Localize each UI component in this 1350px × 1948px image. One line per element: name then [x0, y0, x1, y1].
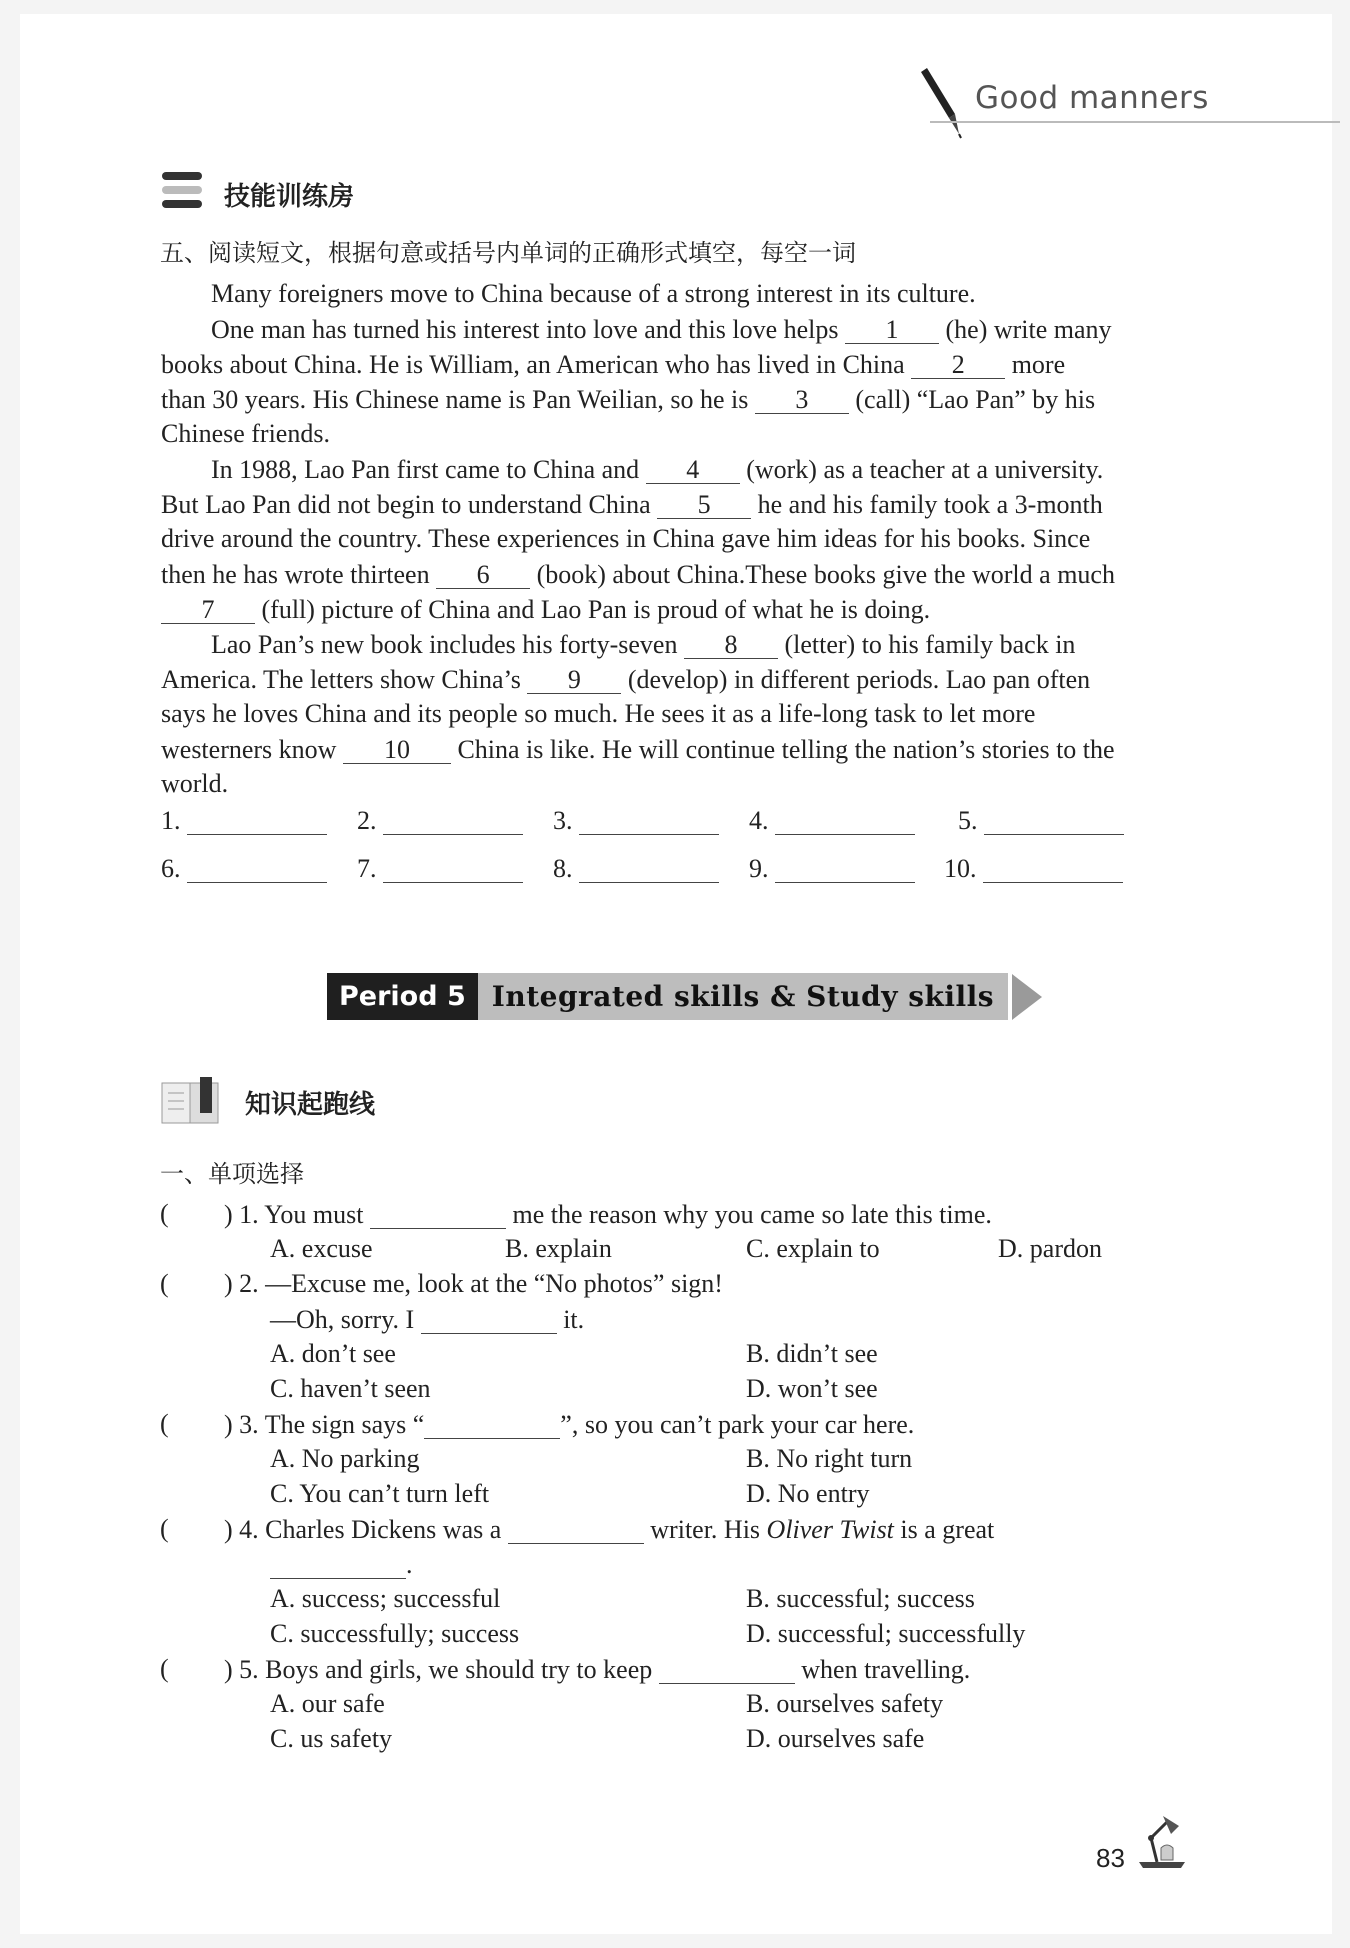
- option-c[interactable]: C. explain to: [746, 1234, 880, 1263]
- exercise-instruction: 五、阅读短文，根据句意或括号内单词的正确形式填空，每空一词: [160, 239, 856, 267]
- question-stem-line2: —Oh, sorry. I it.: [270, 1305, 585, 1334]
- answer-line[interactable]: [187, 855, 327, 883]
- passage-line: then he has wrote thirteen 6 (book) about China.These books give the world a much: [161, 560, 1115, 589]
- answer-line[interactable]: [383, 855, 523, 883]
- period-banner: [327, 973, 1042, 1020]
- passage-line: One man has turned his interest into love and this love helps 1 (he) write many: [211, 315, 1112, 344]
- passage-line: says he loves China and its people so much. He sees it as a life-long task to let more: [161, 699, 1036, 728]
- option-d[interactable]: D. ourselves safe: [746, 1724, 925, 1753]
- header-rule: [930, 121, 1340, 123]
- option-c[interactable]: C. haven’t seen: [270, 1374, 431, 1403]
- option-d[interactable]: D. successful; successfully: [746, 1619, 1026, 1648]
- answer-slot: 4.: [749, 807, 915, 835]
- answer-slot: 10.: [944, 855, 1123, 883]
- option-a[interactable]: A. No parking: [270, 1444, 420, 1473]
- period-label: Period 5: [327, 973, 478, 1020]
- blank-6[interactable]: 6: [436, 561, 530, 589]
- answer-slot: 1.: [161, 807, 327, 835]
- blank-9[interactable]: 9: [527, 666, 621, 694]
- blank-10[interactable]: 10: [343, 736, 451, 764]
- passage-line: Lao Pan’s new book includes his forty-seven 8 (letter) to his family back in: [211, 630, 1076, 659]
- passage-line: 7 (full) picture of China and Lao Pan is proud of what he is doing.: [161, 596, 930, 624]
- question-blank[interactable]: [270, 1551, 406, 1579]
- answer-line[interactable]: [579, 807, 719, 835]
- question-stem: ) 1. You must me the reason why you came so late this time.: [224, 1200, 992, 1229]
- option-b[interactable]: B. didn’t see: [746, 1339, 878, 1368]
- answer-bracket-open: (: [160, 1409, 169, 1438]
- passage-line: In 1988, Lao Pan first came to China and 4 (work) as a teacher at a university.: [211, 455, 1104, 484]
- option-b[interactable]: B. explain: [505, 1234, 612, 1263]
- question-stem-line2: .: [270, 1551, 413, 1579]
- stack-icon: [160, 168, 208, 214]
- answer-slot: 2.: [357, 807, 523, 835]
- header-title: Good manners: [975, 80, 1209, 116]
- passage-line: America. The letters show China’s 9 (develop) in different periods. Lao pan often: [161, 665, 1091, 694]
- answer-line[interactable]: [775, 807, 915, 835]
- answer-bracket-open: (: [160, 1514, 169, 1543]
- pen-icon: [915, 68, 975, 140]
- question-blank[interactable]: [421, 1306, 557, 1334]
- option-d[interactable]: D. won’t see: [746, 1374, 878, 1403]
- passage-line: Many foreigners move to China because of a strong interest in its culture.: [211, 279, 976, 308]
- answer-slot: 3.: [553, 807, 719, 835]
- option-a[interactable]: A. don’t see: [270, 1339, 396, 1368]
- answer-line[interactable]: [579, 855, 719, 883]
- answer-line[interactable]: [775, 855, 915, 883]
- question-blank[interactable]: [508, 1516, 644, 1544]
- blank-4[interactable]: 4: [646, 456, 740, 484]
- question-stem: ) 3. The sign says “ ”, so you can’t park your car here.: [224, 1410, 915, 1439]
- blank-7[interactable]: 7: [161, 596, 255, 624]
- passage-line: books about China. He is William, an American who has lived in China 2 more: [161, 350, 1066, 379]
- passage-line: westerners know 10 China is like. He will continue telling the nation’s stories to the: [161, 735, 1115, 764]
- passage-line: drive around the country. These experiences in China gave him ideas for his books. Since: [161, 524, 1091, 553]
- passage-line: Chinese friends.: [161, 419, 330, 448]
- page-number: 83: [1096, 1843, 1125, 1873]
- question-stem: ) 5. Boys and girls, we should try to keep when travelling.: [224, 1655, 971, 1684]
- option-c[interactable]: C. You can’t turn left: [270, 1479, 490, 1508]
- multiple-choice-heading: 一、单项选择: [160, 1160, 304, 1188]
- option-c[interactable]: C. us safety: [270, 1724, 393, 1753]
- blank-8[interactable]: 8: [684, 631, 778, 659]
- blank-5[interactable]: 5: [657, 491, 751, 519]
- option-a[interactable]: A. excuse: [270, 1234, 373, 1263]
- section-title-skills: 技能训练房: [224, 182, 355, 212]
- answer-slot: 6.: [161, 855, 327, 883]
- option-d[interactable]: D. No entry: [746, 1479, 870, 1508]
- answer-slot: 8.: [553, 855, 719, 883]
- answer-slot: 9.: [749, 855, 915, 883]
- answer-line[interactable]: [983, 855, 1123, 883]
- option-a[interactable]: A. our safe: [270, 1689, 385, 1718]
- option-b[interactable]: B. successful; success: [746, 1584, 975, 1613]
- question-stem: ) 2. —Excuse me, look at the “No photos” sign!: [224, 1269, 723, 1298]
- answer-bracket-open: (: [160, 1654, 169, 1683]
- section-title-knowledge: 知识起跑线: [245, 1090, 376, 1120]
- passage-line: world.: [161, 769, 229, 798]
- answer-bracket-open: (: [160, 1199, 169, 1228]
- answer-slot: 7.: [357, 855, 523, 883]
- book-title: Oliver Twist: [766, 1515, 894, 1544]
- blank-3[interactable]: 3: [755, 386, 849, 414]
- blank-2[interactable]: 2: [911, 351, 1005, 379]
- passage-line: But Lao Pan did not begin to understand China 5 he and his family took a 3-month: [161, 490, 1103, 519]
- arrow-icon: [1012, 974, 1042, 1020]
- question-blank[interactable]: [370, 1201, 506, 1229]
- answer-line[interactable]: [383, 807, 523, 835]
- question-stem: ) 4. Charles Dickens was a writer. His Oliver Twist is a great: [224, 1515, 995, 1544]
- question-blank[interactable]: [424, 1411, 560, 1439]
- answer-line[interactable]: [187, 807, 327, 835]
- passage-line: than 30 years. His Chinese name is Pan Weilian, so he is 3 (call) “Lao Pan” by his: [161, 385, 1096, 414]
- period-title: Integrated skills & Study skills: [478, 973, 1008, 1020]
- answer-slot: 5.: [958, 807, 1124, 835]
- desk-lamp-icon: [1133, 1812, 1191, 1872]
- option-c[interactable]: C. successfully; success: [270, 1619, 520, 1648]
- option-b[interactable]: B. No right turn: [746, 1444, 913, 1473]
- option-b[interactable]: B. ourselves safety: [746, 1689, 944, 1718]
- answer-line[interactable]: [984, 807, 1124, 835]
- question-blank[interactable]: [659, 1656, 795, 1684]
- option-d[interactable]: D. pardon: [998, 1234, 1102, 1263]
- option-a[interactable]: A. success; successful: [270, 1584, 501, 1613]
- blank-1[interactable]: 1: [845, 316, 939, 344]
- book-icon: [160, 1075, 224, 1127]
- answer-bracket-open: (: [160, 1269, 169, 1298]
